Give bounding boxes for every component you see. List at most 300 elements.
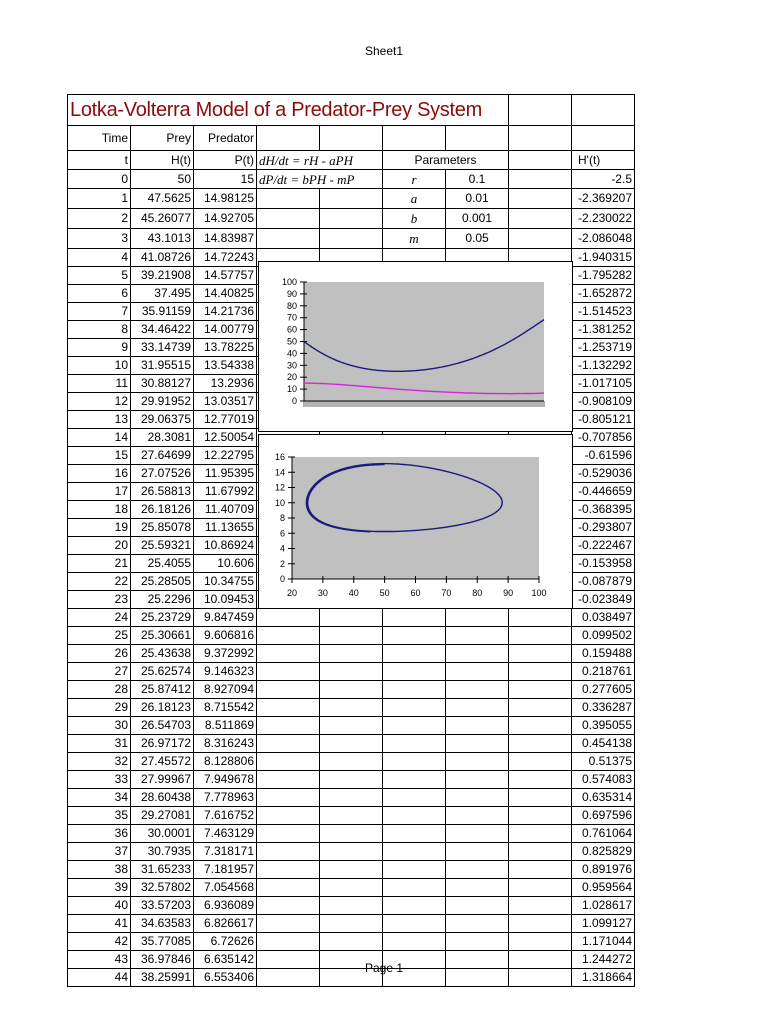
cell[interactable] [509,229,572,249]
cell-time[interactable]: 35 [68,807,131,825]
cell-time[interactable]: 27 [68,663,131,681]
cell[interactable] [446,126,509,151]
cell-predator[interactable]: 7.778963 [194,789,257,807]
cell[interactable] [320,717,383,735]
cell-derivative[interactable]: -0.368395 [572,501,635,519]
cell-derivative[interactable]: 0.099502 [572,627,635,645]
cell-time[interactable]: 25 [68,627,131,645]
cell-predator[interactable]: 10.34755 [194,573,257,591]
cell-predator[interactable]: 6.826617 [194,915,257,933]
cell-predator[interactable]: 7.949678 [194,771,257,789]
cell[interactable] [257,699,320,717]
cell-time[interactable]: 23 [68,591,131,609]
cell[interactable] [383,789,446,807]
cell[interactable] [383,771,446,789]
cell[interactable] [320,609,383,627]
cell-prey[interactable]: 26.97172 [131,735,194,753]
cell-derivative[interactable]: -0.023849 [572,591,635,609]
cell[interactable] [257,789,320,807]
cell-time[interactable]: 8 [68,321,131,339]
cell-predator[interactable]: 6.936089 [194,897,257,915]
cell[interactable] [509,645,572,663]
cell[interactable] [446,915,509,933]
cell-time[interactable]: 18 [68,501,131,519]
cell-prey[interactable]: 28.3081 [131,429,194,447]
cell-derivative[interactable]: 0.761064 [572,825,635,843]
cell[interactable] [509,627,572,645]
cell-time[interactable]: 6 [68,285,131,303]
cell-time[interactable]: 7 [68,303,131,321]
cell[interactable] [320,209,383,229]
cell[interactable] [383,663,446,681]
cell-prey[interactable]: 28.60438 [131,789,194,807]
param-value[interactable]: 0.1 [446,170,509,189]
cell[interactable] [383,933,446,951]
cell-derivative[interactable]: 0.336287 [572,699,635,717]
cell[interactable] [320,126,383,151]
cell[interactable] [446,879,509,897]
cell[interactable] [257,933,320,951]
cell[interactable] [320,933,383,951]
cell[interactable] [509,915,572,933]
cell-prey[interactable]: 45.26077 [131,209,194,229]
cell-predator[interactable]: 9.372992 [194,645,257,663]
cell-time[interactable]: 41 [68,915,131,933]
time-series-chart[interactable] [258,261,573,432]
cell[interactable] [446,933,509,951]
cell-prey[interactable]: 35.77085 [131,933,194,951]
cell-prey[interactable]: 27.45572 [131,753,194,771]
cell[interactable] [383,843,446,861]
cell[interactable] [257,189,320,209]
cell[interactable] [446,807,509,825]
cell-prey[interactable]: 32.57802 [131,879,194,897]
cell-time[interactable]: 28 [68,681,131,699]
cell-derivative[interactable]: -0.222467 [572,537,635,555]
equation-predator[interactable]: dP/dt = bPH - mP [257,170,383,189]
cell-predator[interactable]: 6.635142 [194,951,257,969]
cell[interactable] [257,897,320,915]
cell-prey[interactable]: 39.21908 [131,267,194,285]
cell-time[interactable]: 34 [68,789,131,807]
param-name[interactable]: b [383,209,446,229]
cell-derivative[interactable]: -0.805121 [572,411,635,429]
cell[interactable] [320,861,383,879]
cell-time[interactable]: 43 [68,951,131,969]
cell-prey[interactable]: 27.64699 [131,447,194,465]
cell[interactable] [446,897,509,915]
cell[interactable] [446,699,509,717]
cell[interactable] [383,807,446,825]
cell-time[interactable]: 3 [68,229,131,249]
cell-prey[interactable]: 34.63583 [131,915,194,933]
cell[interactable] [320,645,383,663]
cell[interactable] [509,681,572,699]
cell[interactable] [509,843,572,861]
cell[interactable] [572,126,635,151]
cell-derivative[interactable]: 1.318664 [572,969,635,987]
cell-predator[interactable]: 8.128806 [194,753,257,771]
cell[interactable] [509,126,572,151]
cell-predator[interactable]: 11.13655 [194,519,257,537]
cell-predator[interactable]: 15 [194,170,257,189]
cell[interactable] [509,771,572,789]
cell-derivative[interactable]: 1.244272 [572,951,635,969]
cell-derivative[interactable]: -1.132292 [572,357,635,375]
cell-predator[interactable]: 12.50054 [194,429,257,447]
cell-derivative[interactable]: -2.369207 [572,189,635,209]
cell-derivative[interactable]: 0.277605 [572,681,635,699]
cell-time[interactable]: 29 [68,699,131,717]
cell-predator[interactable]: 9.606816 [194,627,257,645]
cell-predator[interactable]: 12.77019 [194,411,257,429]
cell-time[interactable]: 31 [68,735,131,753]
phase-plot-chart[interactable] [258,434,573,609]
cell-predator[interactable]: 8.715542 [194,699,257,717]
cell-prey[interactable]: 29.91952 [131,393,194,411]
cell[interactable] [320,699,383,717]
cell[interactable] [320,789,383,807]
cell[interactable] [509,170,572,189]
cell[interactable] [257,609,320,627]
param-value[interactable]: 0.05 [446,229,509,249]
cell-prey[interactable]: 30.7935 [131,843,194,861]
cell[interactable] [446,753,509,771]
cell[interactable] [446,861,509,879]
cell-derivative[interactable]: -2.230022 [572,209,635,229]
cell-derivative[interactable]: -1.940315 [572,249,635,267]
cell-prey[interactable]: 25.59321 [131,537,194,555]
cell-time[interactable]: 20 [68,537,131,555]
cell[interactable] [383,897,446,915]
cell-derivative[interactable]: 1.171044 [572,933,635,951]
cell-time[interactable]: 16 [68,465,131,483]
cell[interactable] [446,735,509,753]
cell-derivative[interactable]: -0.087879 [572,573,635,591]
cell-prey[interactable]: 26.18123 [131,699,194,717]
cell-prey[interactable]: 26.54703 [131,717,194,735]
cell[interactable] [509,609,572,627]
cell-predator[interactable]: 12.22795 [194,447,257,465]
cell-time[interactable]: 10 [68,357,131,375]
cell[interactable] [383,717,446,735]
cell-predator[interactable]: 14.57757 [194,267,257,285]
cell[interactable] [509,735,572,753]
cell-predator[interactable]: 13.78225 [194,339,257,357]
cell-prey[interactable]: 27.99967 [131,771,194,789]
cell-derivative[interactable]: -0.61596 [572,447,635,465]
cell-derivative[interactable]: 0.635314 [572,789,635,807]
cell-prey[interactable]: 30.0001 [131,825,194,843]
cell[interactable] [383,699,446,717]
cell-predator[interactable]: 7.616752 [194,807,257,825]
cell-prey[interactable]: 25.2296 [131,591,194,609]
cell-time[interactable]: 17 [68,483,131,501]
cell-time[interactable]: 2 [68,209,131,229]
cell-predator[interactable]: 6.553406 [194,969,257,987]
cell-prey[interactable]: 41.08726 [131,249,194,267]
cell-prey[interactable]: 25.4055 [131,555,194,573]
cell[interactable] [257,825,320,843]
cell-predator[interactable]: 7.181957 [194,861,257,879]
cell[interactable] [320,663,383,681]
cell-derivative[interactable]: -1.381252 [572,321,635,339]
cell-prey[interactable]: 25.30661 [131,627,194,645]
cell-derivative[interactable]: 0.038497 [572,609,635,627]
cell[interactable] [446,627,509,645]
cell-prey[interactable]: 25.23729 [131,609,194,627]
cell-predator[interactable]: 14.72243 [194,249,257,267]
cell[interactable] [446,789,509,807]
cell[interactable] [320,681,383,699]
cell[interactable] [320,843,383,861]
cell-predator[interactable]: 13.54338 [194,357,257,375]
cell[interactable] [320,807,383,825]
cell-prey[interactable]: 43.1013 [131,229,194,249]
cell-predator[interactable]: 13.2936 [194,375,257,393]
cell-predator[interactable]: 7.054568 [194,879,257,897]
cell-time[interactable]: 40 [68,897,131,915]
cell[interactable] [446,771,509,789]
cell-predator[interactable]: 8.511869 [194,717,257,735]
cell[interactable] [509,209,572,229]
cell-time[interactable]: 1 [68,189,131,209]
cell-predator[interactable]: 14.40825 [194,285,257,303]
cell-derivative[interactable]: 1.028617 [572,897,635,915]
cell[interactable] [320,753,383,771]
cell[interactable] [383,645,446,663]
cell-prey[interactable]: 38.25991 [131,969,194,987]
cell[interactable] [509,861,572,879]
cell-derivative[interactable]: 0.51375 [572,753,635,771]
cell-prey[interactable]: 29.27081 [131,807,194,825]
cell[interactable] [509,897,572,915]
cell-time[interactable]: 26 [68,645,131,663]
cell[interactable] [257,126,320,151]
cell-prey[interactable]: 25.85078 [131,519,194,537]
cell-time[interactable]: 42 [68,933,131,951]
cell-time[interactable]: 13 [68,411,131,429]
cell[interactable] [509,151,572,170]
cell-derivative[interactable]: 0.825829 [572,843,635,861]
cell[interactable] [257,209,320,229]
cell[interactable] [383,915,446,933]
cell-time[interactable]: 44 [68,969,131,987]
cell[interactable] [383,681,446,699]
cell-predator[interactable]: 14.92705 [194,209,257,229]
cell-time[interactable]: 38 [68,861,131,879]
param-value[interactable]: 0.01 [446,189,509,209]
cell[interactable] [509,95,572,126]
cell-predator[interactable]: 14.00779 [194,321,257,339]
cell-derivative[interactable]: 0.959564 [572,879,635,897]
cell-time[interactable]: 33 [68,771,131,789]
cell-time[interactable]: 39 [68,879,131,897]
cell[interactable] [257,771,320,789]
cell[interactable] [509,717,572,735]
cell[interactable] [509,879,572,897]
cell-prey[interactable]: 37.495 [131,285,194,303]
cell[interactable] [257,861,320,879]
cell-prey[interactable]: 26.18126 [131,501,194,519]
cell-time[interactable]: 24 [68,609,131,627]
cell[interactable] [383,609,446,627]
cell-derivative[interactable]: -0.293807 [572,519,635,537]
param-name[interactable]: m [383,229,446,249]
cell[interactable] [383,627,446,645]
cell-derivative[interactable]: 0.395055 [572,717,635,735]
cell-prey[interactable]: 26.58813 [131,483,194,501]
cell[interactable] [572,95,635,126]
cell[interactable] [446,843,509,861]
cell-time[interactable]: 21 [68,555,131,573]
cell[interactable] [383,753,446,771]
cell[interactable] [320,627,383,645]
cell[interactable] [320,915,383,933]
cell[interactable] [446,609,509,627]
cell[interactable] [257,753,320,771]
param-name[interactable]: r [383,170,446,189]
cell-derivative[interactable]: -1.652872 [572,285,635,303]
cell[interactable] [257,915,320,933]
cell-derivative[interactable]: 0.891976 [572,861,635,879]
cell-derivative[interactable]: 0.218761 [572,663,635,681]
cell[interactable] [383,879,446,897]
cell[interactable] [320,771,383,789]
cell[interactable] [509,933,572,951]
cell-prey[interactable]: 25.62574 [131,663,194,681]
cell-time[interactable]: 4 [68,249,131,267]
cell-derivative[interactable]: -0.707856 [572,429,635,447]
cell-prey[interactable]: 30.88127 [131,375,194,393]
cell-predator[interactable]: 14.21736 [194,303,257,321]
cell[interactable] [509,789,572,807]
cell-predator[interactable]: 9.847459 [194,609,257,627]
cell-time[interactable]: 14 [68,429,131,447]
cell-predator[interactable]: 10.606 [194,555,257,573]
cell[interactable] [446,645,509,663]
cell-time[interactable]: 11 [68,375,131,393]
cell-prey[interactable]: 50 [131,170,194,189]
cell[interactable] [257,663,320,681]
cell[interactable] [383,861,446,879]
cell-prey[interactable]: 33.57203 [131,897,194,915]
cell-derivative[interactable]: -1.795282 [572,267,635,285]
cell-derivative[interactable]: -2.5 [572,170,635,189]
cell-derivative[interactable]: -1.253719 [572,339,635,357]
cell-predator[interactable]: 11.40709 [194,501,257,519]
cell[interactable] [383,735,446,753]
cell[interactable] [509,753,572,771]
cell[interactable] [509,699,572,717]
cell[interactable] [257,807,320,825]
cell[interactable] [509,663,572,681]
param-name[interactable]: a [383,189,446,209]
cell-time[interactable]: 30 [68,717,131,735]
cell-prey[interactable]: 27.07526 [131,465,194,483]
cell-predator[interactable]: 8.316243 [194,735,257,753]
cell-time[interactable]: 12 [68,393,131,411]
cell[interactable] [446,663,509,681]
cell[interactable] [320,825,383,843]
cell-prey[interactable]: 36.97846 [131,951,194,969]
cell-prey[interactable]: 31.95515 [131,357,194,375]
cell-time[interactable]: 5 [68,267,131,285]
cell[interactable] [320,879,383,897]
cell[interactable] [257,681,320,699]
cell-derivative[interactable]: -2.086048 [572,229,635,249]
cell[interactable] [383,126,446,151]
cell-predator[interactable]: 7.318171 [194,843,257,861]
cell-derivative[interactable]: 0.454138 [572,735,635,753]
cell[interactable] [257,879,320,897]
cell-prey[interactable]: 25.28505 [131,573,194,591]
cell-derivative[interactable]: 0.697596 [572,807,635,825]
cell[interactable] [446,825,509,843]
cell[interactable] [257,645,320,663]
cell[interactable] [383,825,446,843]
cell-time[interactable]: 0 [68,170,131,189]
cell-derivative[interactable]: 0.159488 [572,645,635,663]
cell-time[interactable]: 15 [68,447,131,465]
cell-time[interactable]: 32 [68,753,131,771]
cell-derivative[interactable]: -0.908109 [572,393,635,411]
cell-time[interactable]: 9 [68,339,131,357]
cell[interactable] [320,735,383,753]
cell-derivative[interactable]: -1.017105 [572,375,635,393]
cell-prey[interactable]: 29.06375 [131,411,194,429]
cell[interactable] [320,189,383,209]
cell-prey[interactable]: 31.65233 [131,861,194,879]
cell-predator[interactable]: 14.98125 [194,189,257,209]
cell-predator[interactable]: 13.03517 [194,393,257,411]
cell-time[interactable]: 22 [68,573,131,591]
cell[interactable] [509,825,572,843]
cell-prey[interactable]: 33.14739 [131,339,194,357]
cell[interactable] [446,681,509,699]
cell[interactable] [257,843,320,861]
cell[interactable] [509,189,572,209]
param-value[interactable]: 0.001 [446,209,509,229]
cell[interactable] [446,717,509,735]
cell[interactable] [257,627,320,645]
cell[interactable] [257,717,320,735]
cell-derivative[interactable]: -0.446659 [572,483,635,501]
cell-predator[interactable]: 8.927094 [194,681,257,699]
cell-derivative[interactable]: -0.153958 [572,555,635,573]
cell-prey[interactable]: 34.46422 [131,321,194,339]
cell[interactable] [320,897,383,915]
cell[interactable] [257,229,320,249]
cell-derivative[interactable]: -0.529036 [572,465,635,483]
cell-predator[interactable]: 14.83987 [194,229,257,249]
cell-predator[interactable]: 6.72626 [194,933,257,951]
cell-derivative[interactable]: 1.099127 [572,915,635,933]
cell-predator[interactable]: 9.146323 [194,663,257,681]
cell-derivative[interactable]: -1.514523 [572,303,635,321]
cell[interactable] [509,807,572,825]
cell-prey[interactable]: 35.91159 [131,303,194,321]
cell-predator[interactable]: 10.09453 [194,591,257,609]
cell-derivative[interactable]: 0.574083 [572,771,635,789]
cell-prey[interactable]: 47.5625 [131,189,194,209]
cell[interactable] [320,229,383,249]
cell-prey[interactable]: 25.87412 [131,681,194,699]
cell[interactable] [257,735,320,753]
cell-time[interactable]: 36 [68,825,131,843]
cell-predator[interactable]: 7.463129 [194,825,257,843]
cell-predator[interactable]: 11.95395 [194,465,257,483]
